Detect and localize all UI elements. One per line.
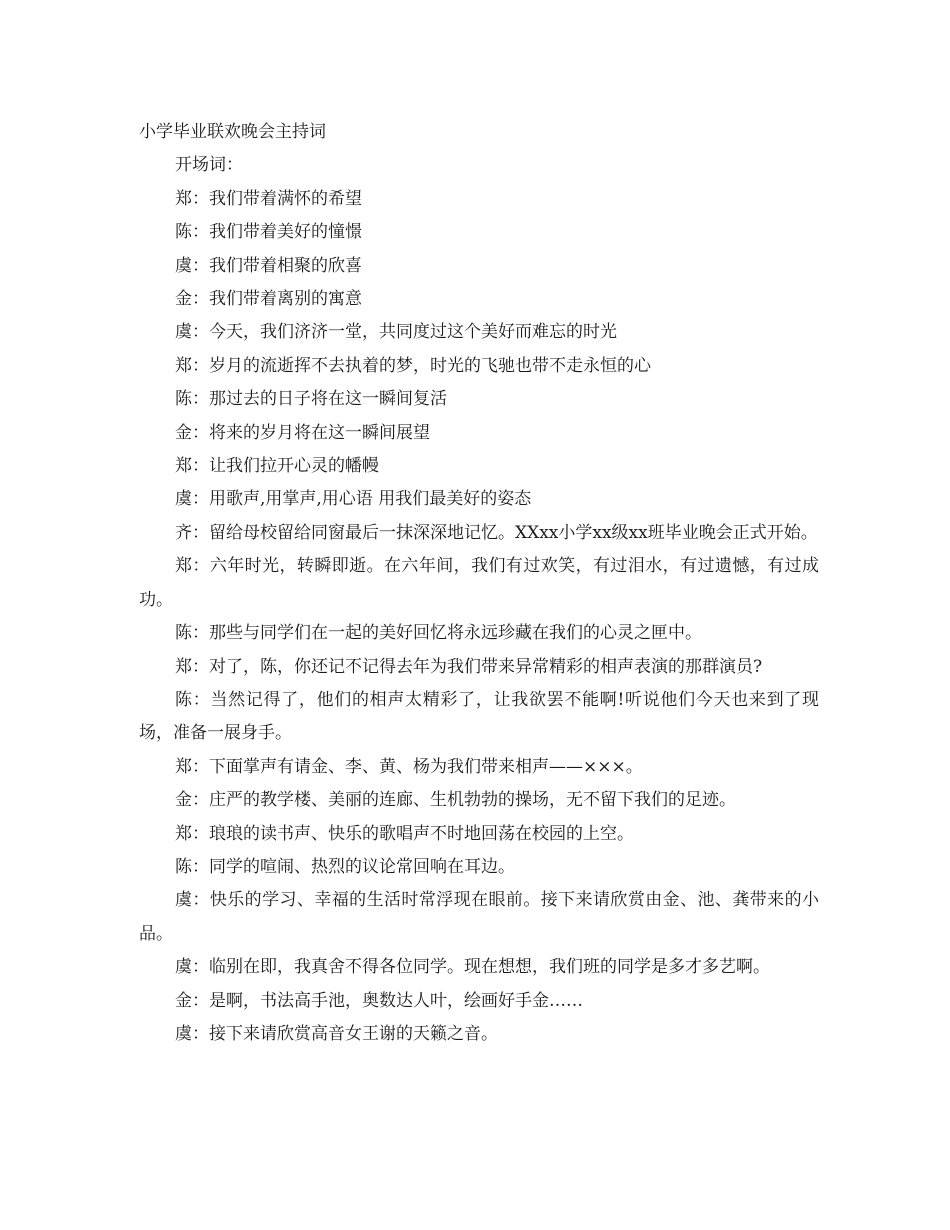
paragraph: 金：我们带着离别的寓意	[175, 289, 362, 310]
paragraph: 虞：接下来请欣赏高音女王谢的天籁之音。	[175, 1023, 498, 1044]
paragraph: 虞：我们带着相聚的欣喜	[175, 255, 362, 276]
paragraph: 开场词：	[175, 155, 243, 176]
document-title: 小学毕业联欢晚会主持词	[139, 122, 326, 142]
paragraph: 陈：当然记得了，他们的相声太精彩了，让我欲罢不能啊!听说他们今天也来到了现场，准备一展身手。	[139, 689, 819, 744]
paragraph: 郑：让我们拉开心灵的幡幔	[175, 456, 379, 477]
document-body	[139, 116, 819, 1051]
paragraph: 齐：留给母校留给同窗最后一抹深深地记忆。XXxx小学xx级xx班毕业晚会正式开始。	[175, 522, 818, 543]
paragraph: 郑：岁月的流逝挥不去执着的梦，时光的飞驰也带不走永恒的心	[175, 355, 651, 376]
paragraph: 虞：临别在即，我真舍不得各位同学。现在想想，我们班的同学是多才多艺啊。	[175, 957, 770, 978]
paragraph: 郑：我们带着满怀的希望	[175, 188, 362, 209]
paragraph: 陈：我们带着美好的憧憬	[175, 222, 362, 243]
paragraph: 虞：今天，我们济济一堂，共同度过这个美好而难忘的时光	[175, 322, 617, 343]
paragraph: 金：庄严的教学楼、美丽的连廊、生机勃勃的操场，无不留下我们的足迹。	[175, 790, 736, 811]
paragraph: 金：是啊，书法高手池，奥数达人叶，绘画好手金……	[175, 990, 583, 1011]
paragraph: 郑：下面掌声有请金、李、黄、杨为我们带来相声——×××。	[175, 756, 643, 777]
paragraph: 虞：快乐的学习、幸福的生活时常浮现在眼前。接下来请欣赏由金、池、龚带来的小品。	[139, 890, 819, 944]
paragraph: 郑：对了，陈，你还记不记得去年为我们带来异常精彩的相声表演的那群演员?	[175, 656, 763, 677]
paragraph: 陈：同学的喧闹、热烈的议论常回响在耳边。	[175, 856, 515, 877]
paragraph: 郑：六年时光，转瞬即逝。在六年间，我们有过欢笑，有过泪水，有过遗憾，有过成功。	[139, 556, 819, 610]
paragraph: 虞：用歌声,用掌声,用心语 用我们最美好的姿态	[175, 489, 532, 510]
paragraph: 金：将来的岁月将在这一瞬间展望	[175, 422, 430, 443]
paragraph: 郑：琅琅的读书声、快乐的歌唱声不时地回荡在校园的上空。	[175, 823, 634, 844]
paragraph: 陈：那过去的日子将在这一瞬间复活	[175, 389, 447, 410]
paragraph: 陈：那些与同学们在一起的美好回忆将永远珍藏在我们的心灵之匣中。	[175, 623, 702, 644]
